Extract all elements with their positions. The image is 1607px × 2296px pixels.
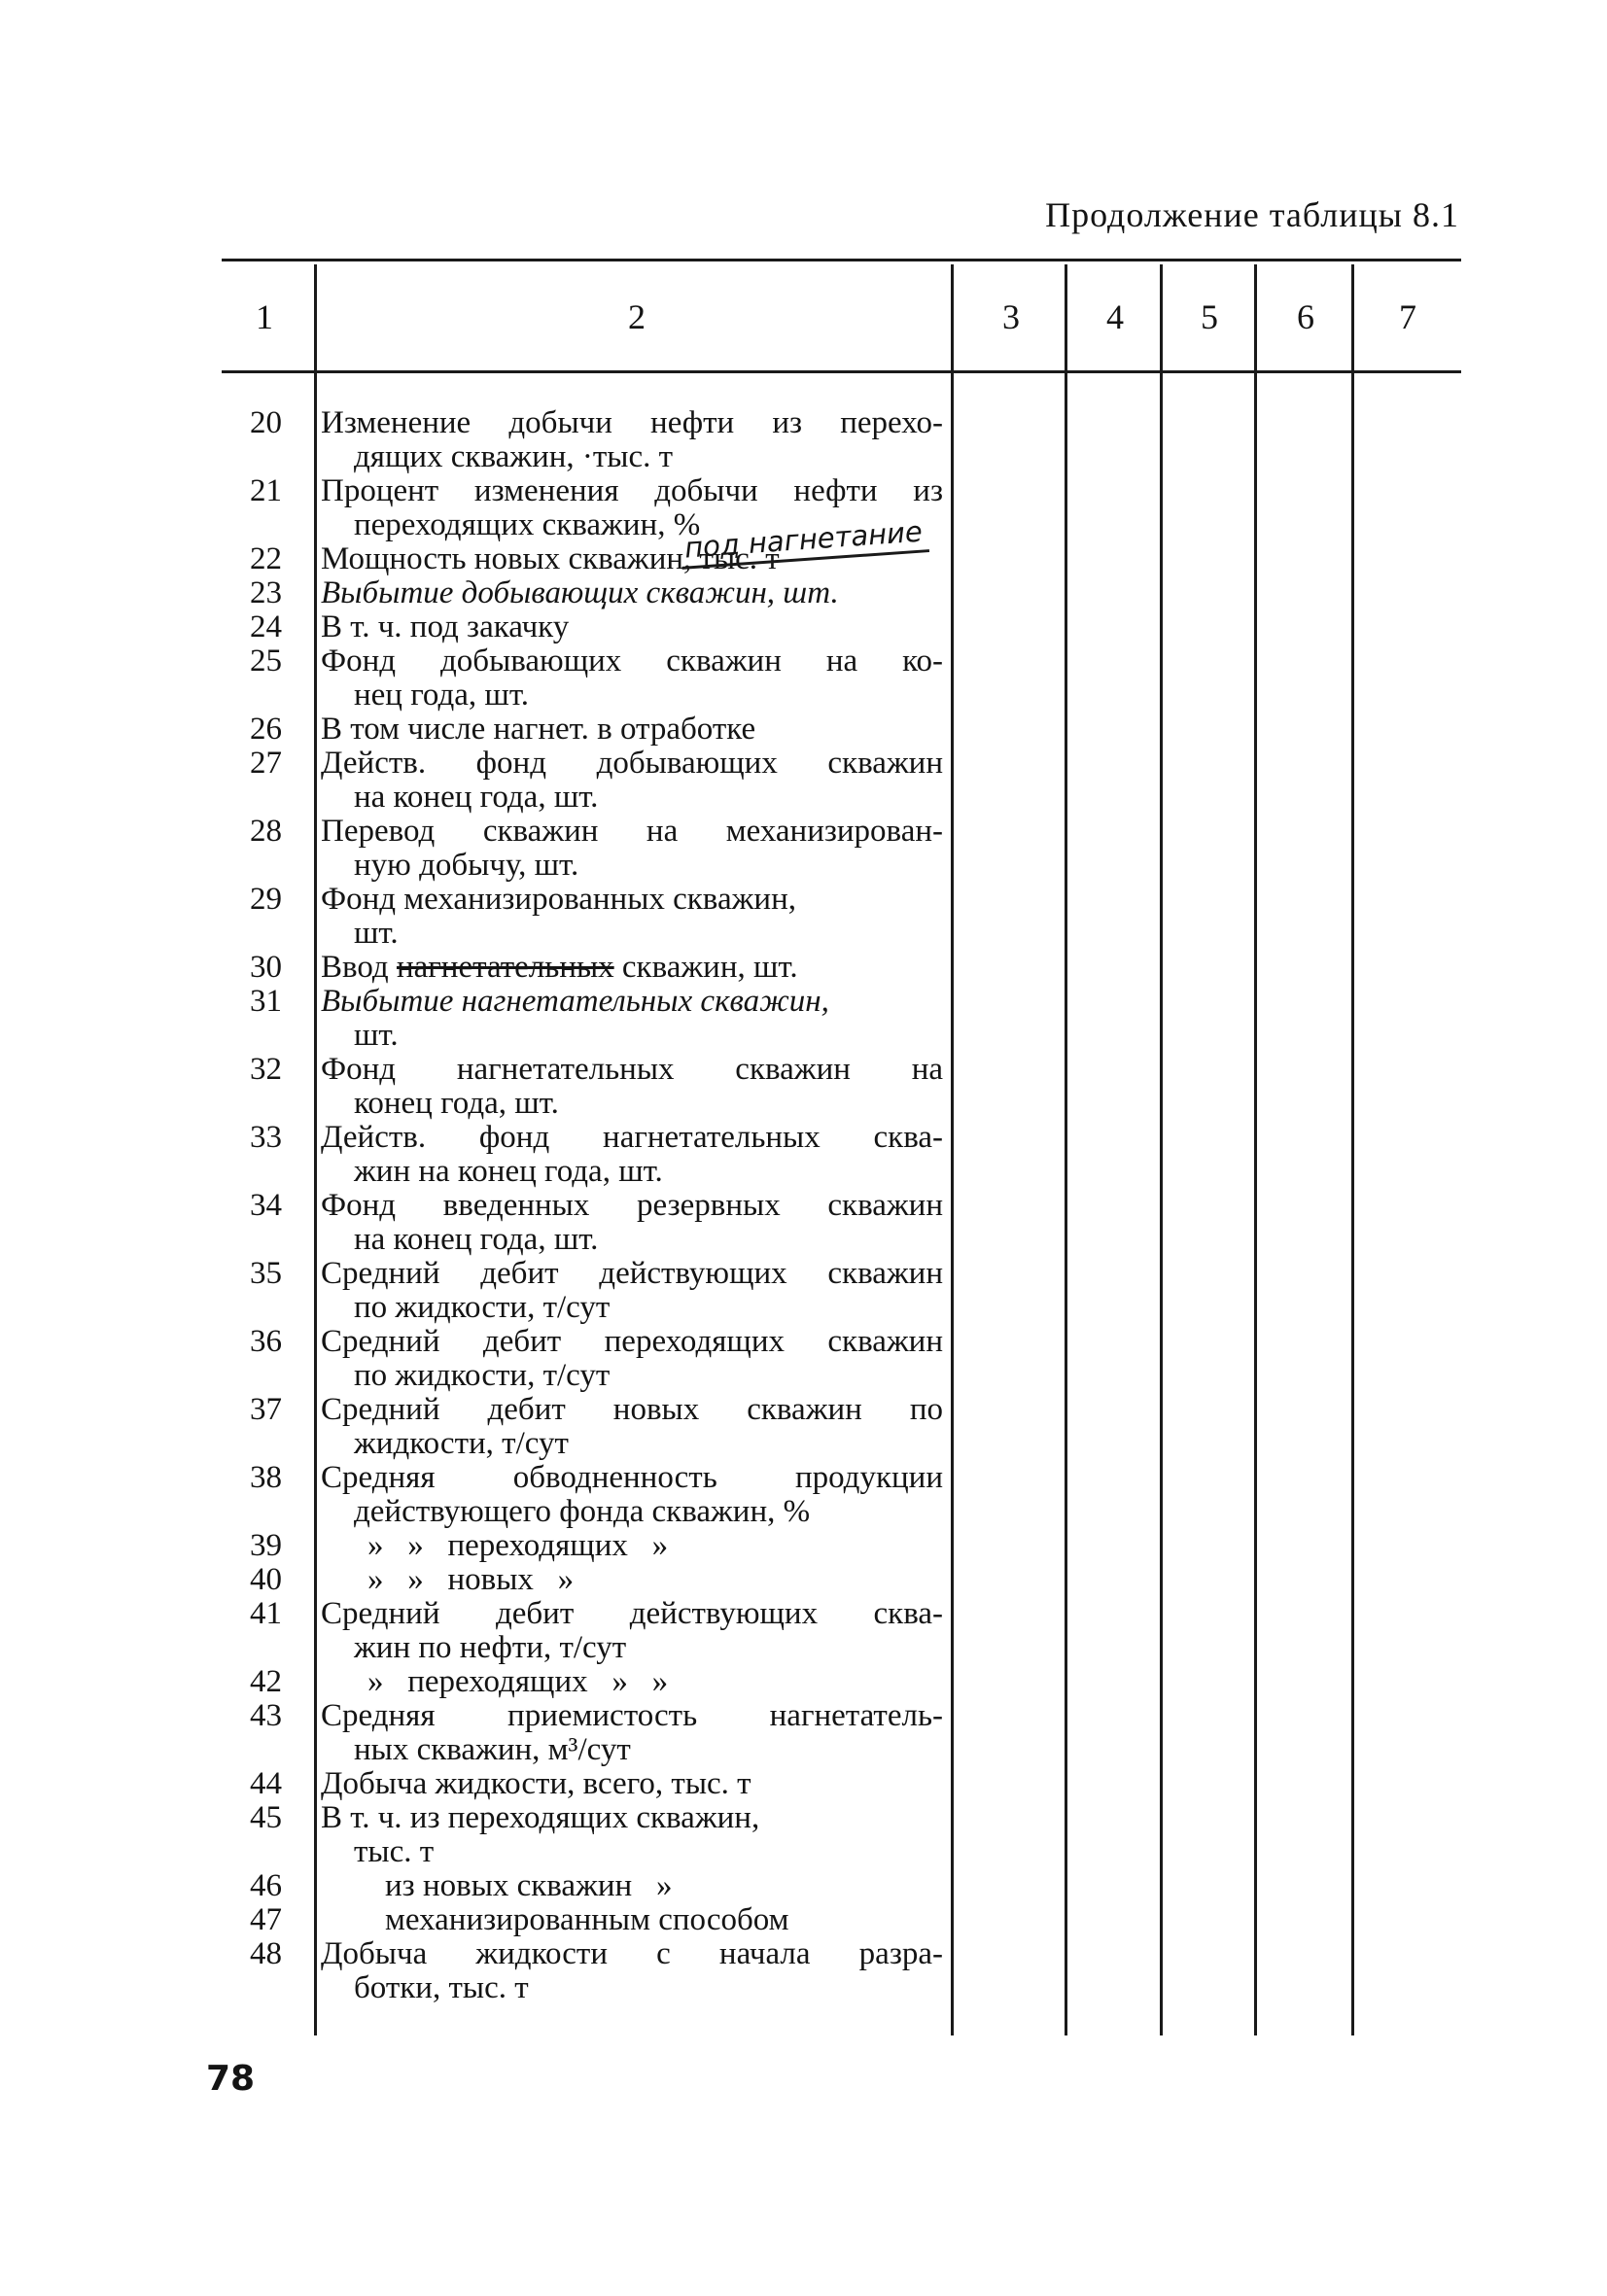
row-text: Фонд нагнетательных скважин на [321, 1052, 943, 1087]
row-text: из новых скважин » [385, 1868, 673, 1903]
row-text-cont: ную добычу, шт. [354, 848, 579, 883]
row-text-cont: по жидкости, т/сут [354, 1290, 611, 1325]
row-number: 40 [250, 1562, 282, 1597]
table-row [0, 1937, 1607, 2005]
row-text-cont: шт. [354, 1018, 399, 1053]
header-col-2: 2 [628, 297, 646, 336]
row-text: В т. ч. под закачку [321, 609, 570, 644]
table-body [0, 406, 1607, 2005]
row-number: 35 [250, 1256, 282, 1291]
struck-text: нагнетательных [396, 950, 614, 985]
row-text-cont: жин по нефти, т/сут [354, 1630, 627, 1665]
header-col-3: 3 [1002, 297, 1020, 336]
row-number: 42 [250, 1664, 282, 1699]
row-text: Изменение добычи нефти из перехо- [321, 405, 943, 440]
table-row [0, 1767, 1607, 1801]
page-number: 78 [206, 2059, 256, 2099]
row-text-cont: конец года, шт. [354, 1086, 559, 1121]
header-col-6: 6 [1297, 297, 1314, 336]
row-text: » » новых » [367, 1562, 575, 1597]
row-number: 25 [250, 644, 282, 678]
table-row [0, 951, 1607, 985]
row-number: 26 [250, 712, 282, 747]
row-number: 41 [250, 1596, 282, 1631]
table-header-rule [222, 370, 1461, 373]
row-number: 20 [250, 405, 282, 440]
table-row [0, 1257, 1607, 1325]
row-text-cont: нец года, шт. [354, 678, 530, 713]
row-text: » » переходящих » [367, 1528, 669, 1563]
row-number: 34 [250, 1188, 282, 1223]
row-number: 21 [250, 473, 282, 508]
handwritten-annotation: под нагнетание [680, 514, 929, 570]
row-text-cont: тыс. т [354, 1834, 435, 1869]
row-text: Выбытие добывающих скважин, шт. [321, 575, 839, 610]
table-row [0, 1597, 1607, 1665]
row-number: 46 [250, 1868, 282, 1903]
row-text: Добыча жидкости, всего, тыс. т [321, 1766, 751, 1801]
row-text-cont: на конец года, шт. [354, 780, 599, 815]
table-row [0, 1121, 1607, 1189]
row-text: Средняя обводненность продукции [321, 1460, 943, 1495]
table-row [0, 1563, 1607, 1597]
row-number: 48 [250, 1936, 282, 1971]
row-number: 23 [250, 575, 282, 610]
row-number: 36 [250, 1324, 282, 1359]
table-row [0, 406, 1607, 474]
row-number: 24 [250, 609, 282, 644]
table-row [0, 1053, 1607, 1121]
row-text: Выбытие нагнетательных скважин, [321, 984, 829, 1019]
row-number: 29 [250, 882, 282, 917]
table-row [0, 883, 1607, 951]
row-text: Средний дебит действующих скважин [321, 1256, 943, 1291]
row-text-cont: переходящих скважин, % [354, 507, 701, 542]
header-col-4: 4 [1106, 297, 1124, 336]
row-text: В т. ч. из переходящих скважин, [321, 1800, 760, 1835]
header-col-5: 5 [1201, 297, 1218, 336]
row-number: 22 [250, 541, 282, 576]
row-number: 33 [250, 1120, 282, 1155]
table-row [0, 985, 1607, 1053]
row-number: 30 [250, 950, 282, 985]
row-text-cont: дящих скважин, ·тыс. т [354, 439, 674, 474]
row-text: Действ. фонд нагнетательных сква- [321, 1120, 943, 1155]
row-text: Средний дебит переходящих скважин [321, 1324, 943, 1359]
row-text: Фонд введенных резервных скважин [321, 1188, 943, 1223]
row-text-cont: на конец года, шт. [354, 1222, 599, 1257]
row-text: механизированным способом [385, 1902, 789, 1937]
row-text: Фонд добывающих скважин на ко- [321, 644, 943, 678]
table-row [0, 1529, 1607, 1563]
row-text: Ввод [321, 950, 389, 985]
header-col-7: 7 [1399, 297, 1416, 336]
row-text-cont: действующего фонда скважин, % [354, 1494, 811, 1529]
row-number: 43 [250, 1698, 282, 1733]
table-row [0, 1665, 1607, 1699]
header-col-1: 1 [256, 297, 273, 336]
row-text: В том числе нагнет. в отработке [321, 712, 756, 747]
row-text-cont: шт. [354, 916, 399, 951]
row-text: Добыча жидкости с начала разра- [321, 1936, 943, 1971]
row-text: » переходящих » » [367, 1664, 669, 1699]
row-number: 28 [250, 814, 282, 849]
row-text: Средний дебит действующих сква- [321, 1596, 943, 1631]
row-text: Фонд механизированных скважин, [321, 882, 796, 917]
row-number: 39 [250, 1528, 282, 1563]
row-number: 32 [250, 1052, 282, 1087]
table-row [0, 1869, 1607, 1903]
row-number: 38 [250, 1460, 282, 1495]
row-number: 45 [250, 1800, 282, 1835]
row-text: Процент изменения добычи нефти из [321, 473, 943, 508]
row-number: 47 [250, 1902, 282, 1937]
row-number: 31 [250, 984, 282, 1019]
table-row [0, 1325, 1607, 1393]
table-row [0, 610, 1607, 644]
table-row [0, 644, 1607, 713]
table-row [0, 713, 1607, 747]
row-text-cont: по жидкости, т/сут [354, 1358, 611, 1393]
table-row [0, 815, 1607, 883]
row-text-after: скважин, шт. [621, 950, 798, 985]
row-number: 37 [250, 1392, 282, 1427]
row-text-cont: жин на конец года, шт. [354, 1154, 663, 1189]
row-text: Действ. фонд добывающих скважин [321, 746, 943, 781]
row-text: Мощность новых скважин, тыс. т [321, 541, 780, 576]
row-text-cont: жидкости, т/сут [354, 1426, 569, 1461]
row-text-cont: ботки, тыс. т [354, 1970, 529, 2005]
table-row [0, 1393, 1607, 1461]
row-text-cont: ных скважин, м³/сут [354, 1732, 631, 1767]
table-caption: Продолжение таблицы 8.1 [1045, 195, 1459, 234]
table-row [0, 1903, 1607, 1937]
table-row [0, 1189, 1607, 1257]
row-text: Средняя приемистость нагнетатель- [321, 1698, 943, 1733]
table-row [0, 1461, 1607, 1529]
table-row [0, 1699, 1607, 1767]
table-top-rule [222, 259, 1461, 261]
row-text: Средний дебит новых скважин по [321, 1392, 943, 1427]
row-number: 44 [250, 1766, 282, 1801]
table-row [0, 747, 1607, 815]
row-text: Перевод скважин на механизирован- [321, 814, 943, 849]
table-row [0, 1801, 1607, 1869]
table-row [0, 576, 1607, 610]
row-number: 27 [250, 746, 282, 781]
